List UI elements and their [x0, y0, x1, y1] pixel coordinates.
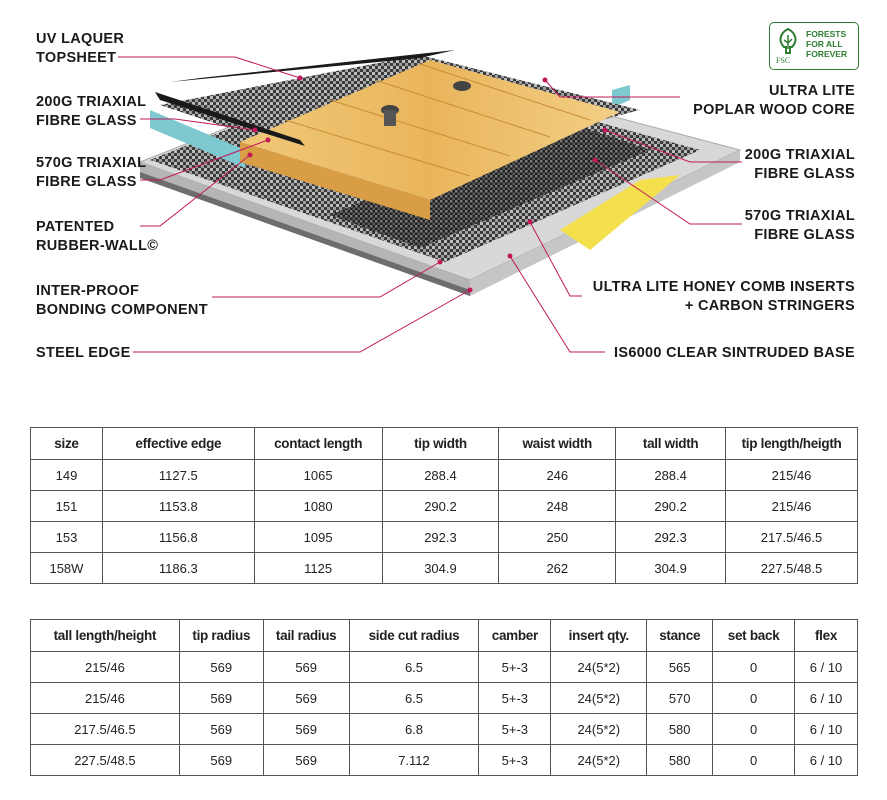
- table-cell: 215/46: [726, 491, 858, 522]
- col-header-effective-edge: effective edge: [102, 428, 254, 460]
- table-cell: 248: [499, 491, 616, 522]
- table-cell: 1153.8: [102, 491, 254, 522]
- table-cell: 569: [179, 745, 263, 776]
- table-row: [31, 460, 858, 491]
- table-header-row: [31, 428, 858, 460]
- table-cell: 288.4: [616, 460, 726, 491]
- table-cell: 262: [499, 553, 616, 584]
- col-header-tall-length-height: tall length/height: [31, 620, 180, 652]
- table-cell: 570: [647, 683, 713, 714]
- table-cell: 227.5/48.5: [726, 553, 858, 584]
- table-cell: 569: [263, 745, 349, 776]
- table-cell: 5+-3: [479, 714, 551, 745]
- table-cell: 0: [713, 745, 795, 776]
- table-cell: 0: [713, 652, 795, 683]
- table-cell: 292.3: [382, 522, 499, 553]
- table-cell: 227.5/48.5: [31, 745, 180, 776]
- fsc-tree-icon: [774, 27, 802, 55]
- table-cell: 580: [647, 745, 713, 776]
- label-uv-laquer-topsheet: UV LAQUER TOPSHEET: [36, 31, 125, 66]
- table-cell: 6 / 10: [795, 683, 858, 714]
- table-cell: 288.4: [382, 460, 499, 491]
- table-row: [31, 714, 858, 745]
- table-cell: 5+-3: [479, 745, 551, 776]
- col-header-tall-width: tall width: [616, 428, 726, 460]
- label-steel-edge: STEEL EDGE: [36, 345, 131, 361]
- table-cell: 6 / 10: [795, 745, 858, 776]
- table-cell: 569: [179, 683, 263, 714]
- table-row: [31, 553, 858, 584]
- table-cell: 217.5/46.5: [31, 714, 180, 745]
- col-header-set-back: set back: [713, 620, 795, 652]
- table-cell: 7.112: [349, 745, 479, 776]
- table-cell: 149: [31, 460, 103, 491]
- col-header-stance: stance: [647, 620, 713, 652]
- table-cell: 217.5/46.5: [726, 522, 858, 553]
- col-header-waist-width: waist width: [499, 428, 616, 460]
- table-cell: 6 / 10: [795, 714, 858, 745]
- table-cell: 1186.3: [102, 553, 254, 584]
- label-bonding-component: INTER-PROOF BONDING COMPONENT: [36, 283, 208, 318]
- col-header-tip-radius: tip radius: [179, 620, 263, 652]
- col-header-insert-qty: insert qty.: [551, 620, 647, 652]
- table-cell: 24(5*2): [551, 745, 647, 776]
- fsc-logo: [769, 22, 859, 70]
- table-cell: 5+-3: [479, 652, 551, 683]
- table-cell: 569: [179, 652, 263, 683]
- table-cell: 1156.8: [102, 522, 254, 553]
- table-cell: 250: [499, 522, 616, 553]
- table-cell: 215/46: [31, 683, 180, 714]
- col-header-tip-length-height: tip length/heigth: [726, 428, 858, 460]
- table-cell: 0: [713, 714, 795, 745]
- table-cell: 158W: [31, 553, 103, 584]
- table-cell: 153: [31, 522, 103, 553]
- table-row: [31, 652, 858, 683]
- table-cell: 1080: [254, 491, 382, 522]
- col-header-camber: camber: [479, 620, 551, 652]
- col-header-tip-width: tip width: [382, 428, 499, 460]
- table-header-row: [31, 620, 858, 652]
- table-cell: 215/46: [726, 460, 858, 491]
- table-cell: 6.5: [349, 652, 479, 683]
- label-200g-fibreglass-left: 200G TRIAXIAL FIBRE GLASS: [36, 94, 147, 129]
- table-cell: 24(5*2): [551, 652, 647, 683]
- table-row: [31, 522, 858, 553]
- label-clear-sintruded-base: IS6000 CLEAR SINTRUDED BASE: [614, 345, 855, 361]
- table-cell: 246: [499, 460, 616, 491]
- table-cell: 569: [263, 652, 349, 683]
- col-header-contact-length: contact length: [254, 428, 382, 460]
- table-row: [31, 683, 858, 714]
- table-cell: 1127.5: [102, 460, 254, 491]
- table-cell: 1125: [254, 553, 382, 584]
- label-rubber-wall: PATENTED RUBBER-WALL©: [36, 219, 159, 254]
- col-header-size: size: [31, 428, 103, 460]
- table-cell: 1065: [254, 460, 382, 491]
- fsc-tagline: FORESTS FOR ALL FOREVER: [806, 29, 848, 59]
- table-cell: 0: [713, 683, 795, 714]
- col-header-flex: flex: [795, 620, 858, 652]
- table-cell: 569: [179, 714, 263, 745]
- col-header-tail-radius: tail radius: [263, 620, 349, 652]
- table-cell: 292.3: [616, 522, 726, 553]
- table-cell: 6.5: [349, 683, 479, 714]
- table-cell: 569: [263, 714, 349, 745]
- table-cell: 569: [263, 683, 349, 714]
- table-cell: 290.2: [616, 491, 726, 522]
- spec-table-1: [30, 427, 858, 584]
- label-honeycomb-inserts: ULTRA LITE HONEY COMB INSERTS + CARBON STRINGERS: [592, 279, 855, 314]
- col-header-side-cut-radius: side cut radius: [349, 620, 479, 652]
- table-cell: 215/46: [31, 652, 180, 683]
- table-cell: 24(5*2): [551, 683, 647, 714]
- table-cell: 24(5*2): [551, 714, 647, 745]
- spec-table-2: [30, 619, 858, 776]
- table-cell: 580: [647, 714, 713, 745]
- table-cell: 151: [31, 491, 103, 522]
- table-cell: 290.2: [382, 491, 499, 522]
- fsc-mark: FSC: [776, 56, 791, 65]
- table-cell: 304.9: [616, 553, 726, 584]
- table-cell: 1095: [254, 522, 382, 553]
- table-cell: 6.8: [349, 714, 479, 745]
- table-cell: 5+-3: [479, 683, 551, 714]
- insert-nut-2: [453, 81, 471, 91]
- label-570g-fibreglass-right: 570G TRIAXIAL FIBRE GLASS: [744, 208, 855, 243]
- table-row: [31, 745, 858, 776]
- label-570g-fibreglass-left: 570G TRIAXIAL FIBRE GLASS: [36, 155, 147, 190]
- table-cell: 304.9: [382, 553, 499, 584]
- table-row: [31, 491, 858, 522]
- label-poplar-wood-core: ULTRA LITE POPLAR WOOD CORE: [693, 83, 855, 118]
- table-cell: 565: [647, 652, 713, 683]
- label-200g-fibreglass-right: 200G TRIAXIAL FIBRE GLASS: [744, 147, 855, 182]
- table-cell: 6 / 10: [795, 652, 858, 683]
